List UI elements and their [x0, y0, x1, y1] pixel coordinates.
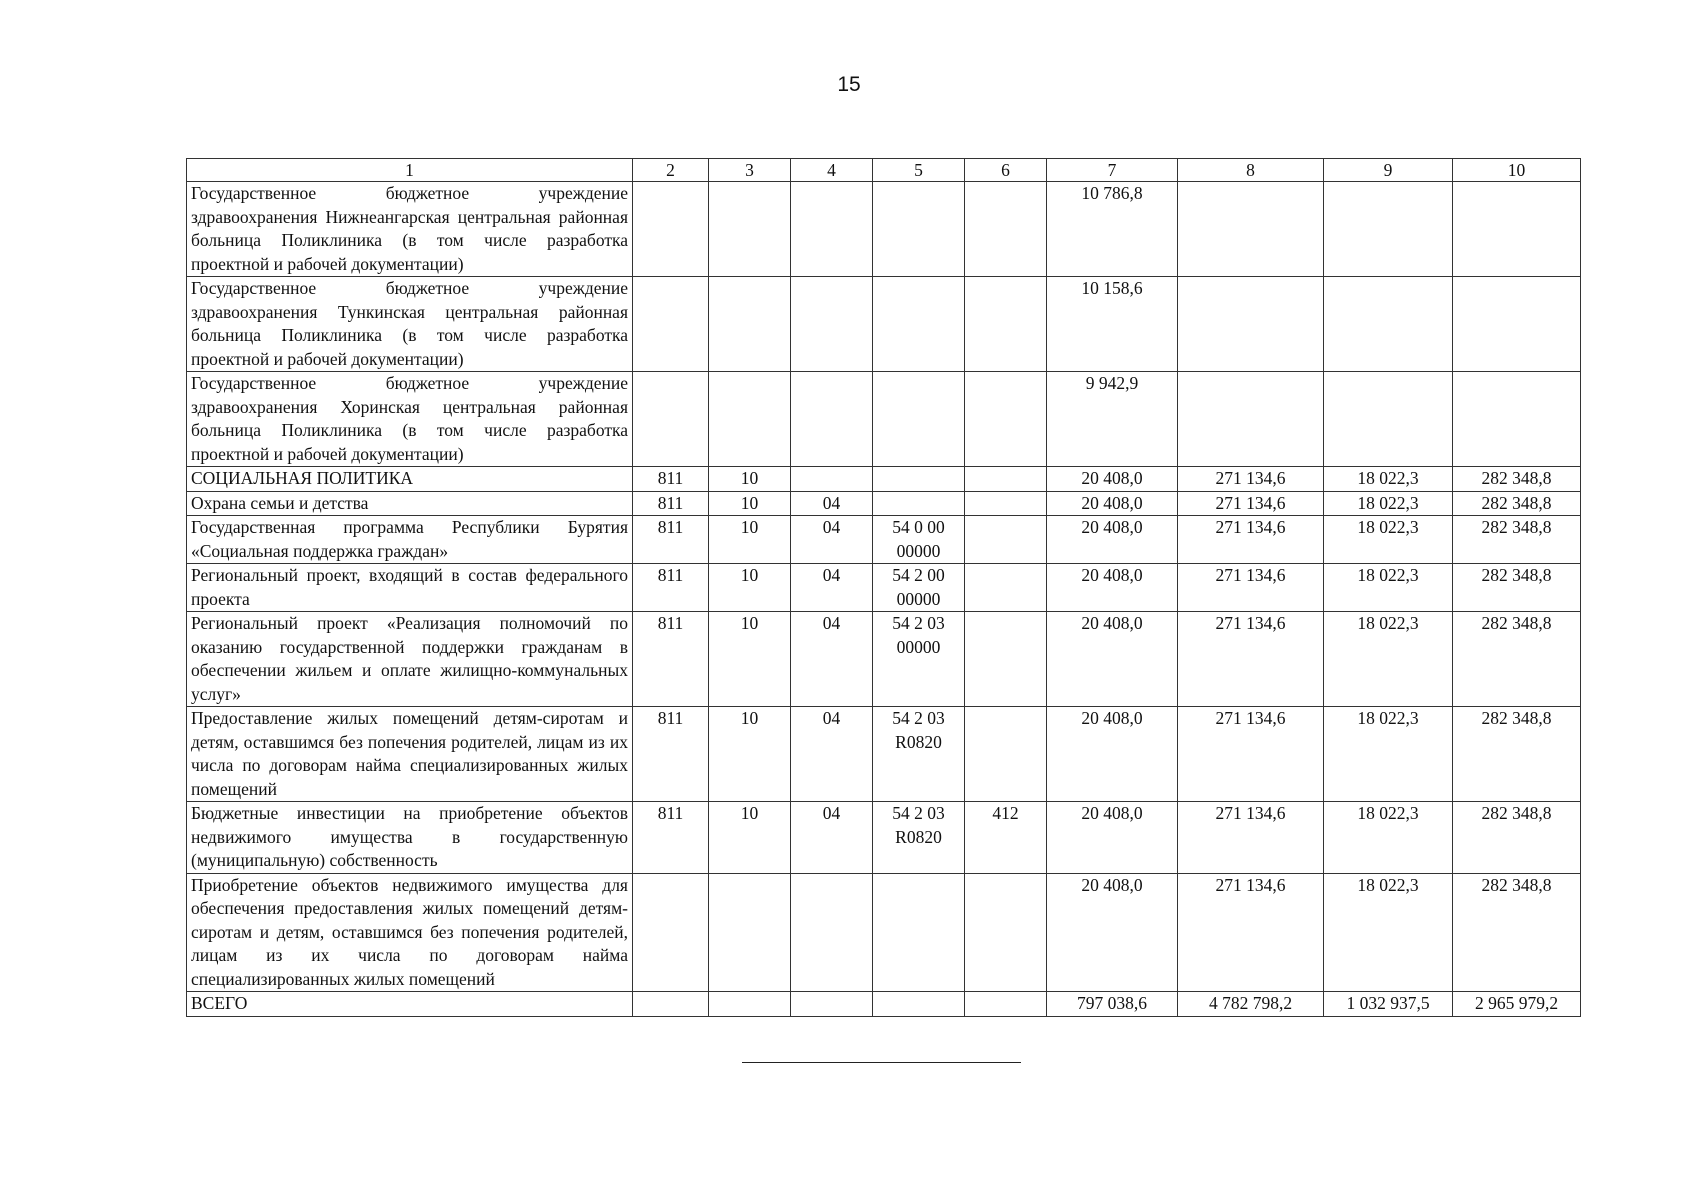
- table-row: [187, 612, 1581, 707]
- subsection-cell: 04: [791, 516, 873, 564]
- amount-col9-cell: 18 022,3: [1324, 491, 1453, 516]
- table-row: [187, 491, 1581, 516]
- column-number-row: [187, 159, 1581, 182]
- ministry-code-cell: [633, 182, 709, 277]
- ministry-code-cell: [633, 372, 709, 467]
- amount-col8-cell: [1178, 182, 1324, 277]
- target-article-cell: 54 2 03 00000: [873, 612, 965, 707]
- amount-col7-cell: 20 408,0: [1047, 802, 1178, 874]
- expense-type-cell: [965, 516, 1047, 564]
- amount-col9-cell: 18 022,3: [1324, 802, 1453, 874]
- table-row: [187, 277, 1581, 372]
- row-name-cell: Государственное бюджетное учреждение здравоохранения Хоринская центральная районная больница Поликлиника (в том числе разработка проектной и рабочей документации): [187, 372, 633, 467]
- subsection-cell: 04: [791, 564, 873, 612]
- expense-type-cell: [965, 612, 1047, 707]
- budget-table: [186, 158, 1581, 1017]
- amount-col10-cell: 282 348,8: [1453, 873, 1581, 992]
- row-name-cell: Бюджетные инвестиции на приобретение объектов недвижимого имущества в государственную (муниципальную) собственность: [187, 802, 633, 874]
- expense-type-cell: [965, 564, 1047, 612]
- amount-col9-cell: 18 022,3: [1324, 564, 1453, 612]
- target-article-cell: [873, 372, 965, 467]
- amount-col10-cell: [1453, 182, 1581, 277]
- table-row: [187, 516, 1581, 564]
- ministry-code-cell: [633, 873, 709, 992]
- section-cell: 10: [709, 516, 791, 564]
- ministry-code-cell: [633, 277, 709, 372]
- amount-col8-cell: 271 134,6: [1178, 491, 1324, 516]
- amount-col9-cell: 1 032 937,5: [1324, 992, 1453, 1017]
- expense-type-cell: [965, 372, 1047, 467]
- column-header: 8: [1178, 159, 1324, 182]
- end-of-document-line: [742, 1062, 1021, 1063]
- amount-col10-cell: 282 348,8: [1453, 516, 1581, 564]
- amount-col8-cell: 271 134,6: [1178, 707, 1324, 802]
- amount-col10-cell: 282 348,8: [1453, 612, 1581, 707]
- table-row: [187, 802, 1581, 874]
- row-name-cell: Охрана семьи и детства: [187, 491, 633, 516]
- amount-col10-cell: 282 348,8: [1453, 564, 1581, 612]
- target-article-cell: [873, 467, 965, 492]
- target-article-cell: [873, 873, 965, 992]
- amount-col7-cell: 797 038,6: [1047, 992, 1178, 1017]
- row-name-cell: СОЦИАЛЬНАЯ ПОЛИТИКА: [187, 467, 633, 492]
- amount-col7-cell: 20 408,0: [1047, 707, 1178, 802]
- section-cell: [709, 992, 791, 1017]
- amount-col8-cell: 271 134,6: [1178, 564, 1324, 612]
- expense-type-cell: [965, 277, 1047, 372]
- expense-type-cell: [965, 992, 1047, 1017]
- ministry-code-cell: [633, 992, 709, 1017]
- ministry-code-cell: 811: [633, 491, 709, 516]
- subsection-cell: [791, 873, 873, 992]
- amount-col7-cell: 20 408,0: [1047, 516, 1178, 564]
- expense-type-cell: [965, 873, 1047, 992]
- amount-col9-cell: [1324, 277, 1453, 372]
- amount-col7-cell: 10 158,6: [1047, 277, 1178, 372]
- amount-col10-cell: 282 348,8: [1453, 802, 1581, 874]
- column-header: 6: [965, 159, 1047, 182]
- section-cell: 10: [709, 564, 791, 612]
- amount-col8-cell: [1178, 277, 1324, 372]
- target-article-cell: 54 0 00 00000: [873, 516, 965, 564]
- amount-col10-cell: 282 348,8: [1453, 491, 1581, 516]
- column-header: 7: [1047, 159, 1178, 182]
- amount-col7-cell: 20 408,0: [1047, 612, 1178, 707]
- section-cell: 10: [709, 802, 791, 874]
- subsection-cell: 04: [791, 491, 873, 516]
- table-row: [187, 182, 1581, 277]
- page-number: 15: [837, 73, 861, 96]
- column-header: 1: [187, 159, 633, 182]
- row-name-cell: Предоставление жилых помещений детям-сиротам и детям, оставшимся без попечения родителей, лицам из их числа по договорам найма специализированных жилых помещений: [187, 707, 633, 802]
- target-article-cell: 54 2 00 00000: [873, 564, 965, 612]
- row-name-cell: Государственная программа Республики Бурятия «Социальная поддержка граждан»: [187, 516, 633, 564]
- column-header: 10: [1453, 159, 1581, 182]
- expense-type-cell: [965, 491, 1047, 516]
- ministry-code-cell: 811: [633, 564, 709, 612]
- subsection-cell: [791, 182, 873, 277]
- amount-col8-cell: [1178, 372, 1324, 467]
- row-name-cell: Региональный проект «Реализация полномочий по оказанию государственной поддержки гражданам в обеспечении жильем и оплате жилищно-коммунальных услуг»: [187, 612, 633, 707]
- amount-col8-cell: 271 134,6: [1178, 802, 1324, 874]
- amount-col7-cell: 10 786,8: [1047, 182, 1178, 277]
- table-row: [187, 992, 1581, 1017]
- section-cell: 10: [709, 612, 791, 707]
- amount-col10-cell: [1453, 277, 1581, 372]
- amount-col9-cell: 18 022,3: [1324, 516, 1453, 564]
- subsection-cell: [791, 277, 873, 372]
- section-cell: 10: [709, 491, 791, 516]
- ministry-code-cell: 811: [633, 802, 709, 874]
- expense-type-cell: 412: [965, 802, 1047, 874]
- target-article-cell: 54 2 03 R0820: [873, 802, 965, 874]
- row-name-cell: Приобретение объектов недвижимого имущества для обеспечения предоставления жилых помещений детям-сиротам и детям, оставшимся без попечения родителей, лицам из их числа по договорам найма специализированных жилых помещений: [187, 873, 633, 992]
- ministry-code-cell: 811: [633, 467, 709, 492]
- target-article-cell: [873, 491, 965, 516]
- ministry-code-cell: 811: [633, 612, 709, 707]
- amount-col9-cell: [1324, 372, 1453, 467]
- amount-col9-cell: 18 022,3: [1324, 873, 1453, 992]
- target-article-cell: [873, 182, 965, 277]
- table-row: [187, 873, 1581, 992]
- expense-type-cell: [965, 182, 1047, 277]
- amount-col10-cell: 282 348,8: [1453, 467, 1581, 492]
- column-header: 4: [791, 159, 873, 182]
- table-row: [187, 707, 1581, 802]
- amount-col7-cell: 20 408,0: [1047, 491, 1178, 516]
- amount-col7-cell: 9 942,9: [1047, 372, 1178, 467]
- amount-col9-cell: 18 022,3: [1324, 467, 1453, 492]
- amount-col10-cell: 282 348,8: [1453, 707, 1581, 802]
- row-name-cell: Государственное бюджетное учреждение здравоохранения Нижнеангарская центральная районная больница Поликлиника (в том числе разработка проектной и рабочей документации): [187, 182, 633, 277]
- target-article-cell: 54 2 03 R0820: [873, 707, 965, 802]
- amount-col8-cell: 271 134,6: [1178, 612, 1324, 707]
- subsection-cell: [791, 992, 873, 1017]
- section-cell: 10: [709, 467, 791, 492]
- amount-col9-cell: 18 022,3: [1324, 707, 1453, 802]
- row-name-cell: ВСЕГО: [187, 992, 633, 1017]
- amount-col8-cell: 271 134,6: [1178, 873, 1324, 992]
- column-header: 9: [1324, 159, 1453, 182]
- table-row: [187, 467, 1581, 492]
- subsection-cell: [791, 372, 873, 467]
- section-cell: [709, 372, 791, 467]
- row-name-cell: Государственное бюджетное учреждение здравоохранения Тункинская центральная районная больница Поликлиника (в том числе разработка проектной и рабочей документации): [187, 277, 633, 372]
- amount-col10-cell: 2 965 979,2: [1453, 992, 1581, 1017]
- subsection-cell: 04: [791, 707, 873, 802]
- amount-col7-cell: 20 408,0: [1047, 873, 1178, 992]
- amount-col7-cell: 20 408,0: [1047, 564, 1178, 612]
- expense-type-cell: [965, 467, 1047, 492]
- column-header: 5: [873, 159, 965, 182]
- target-article-cell: [873, 992, 965, 1017]
- amount-col9-cell: 18 022,3: [1324, 612, 1453, 707]
- row-name-cell: Региональный проект, входящий в состав федерального проекта: [187, 564, 633, 612]
- column-header: 3: [709, 159, 791, 182]
- section-cell: [709, 277, 791, 372]
- amount-col8-cell: 4 782 798,2: [1178, 992, 1324, 1017]
- section-cell: 10: [709, 707, 791, 802]
- target-article-cell: [873, 277, 965, 372]
- column-header: 2: [633, 159, 709, 182]
- amount-col8-cell: 271 134,6: [1178, 467, 1324, 492]
- table-row: [187, 372, 1581, 467]
- table-row: [187, 564, 1581, 612]
- section-cell: [709, 182, 791, 277]
- amount-col8-cell: 271 134,6: [1178, 516, 1324, 564]
- amount-col7-cell: 20 408,0: [1047, 467, 1178, 492]
- ministry-code-cell: 811: [633, 707, 709, 802]
- ministry-code-cell: 811: [633, 516, 709, 564]
- expense-type-cell: [965, 707, 1047, 802]
- subsection-cell: [791, 467, 873, 492]
- section-cell: [709, 873, 791, 992]
- amount-col9-cell: [1324, 182, 1453, 277]
- subsection-cell: 04: [791, 612, 873, 707]
- subsection-cell: 04: [791, 802, 873, 874]
- amount-col10-cell: [1453, 372, 1581, 467]
